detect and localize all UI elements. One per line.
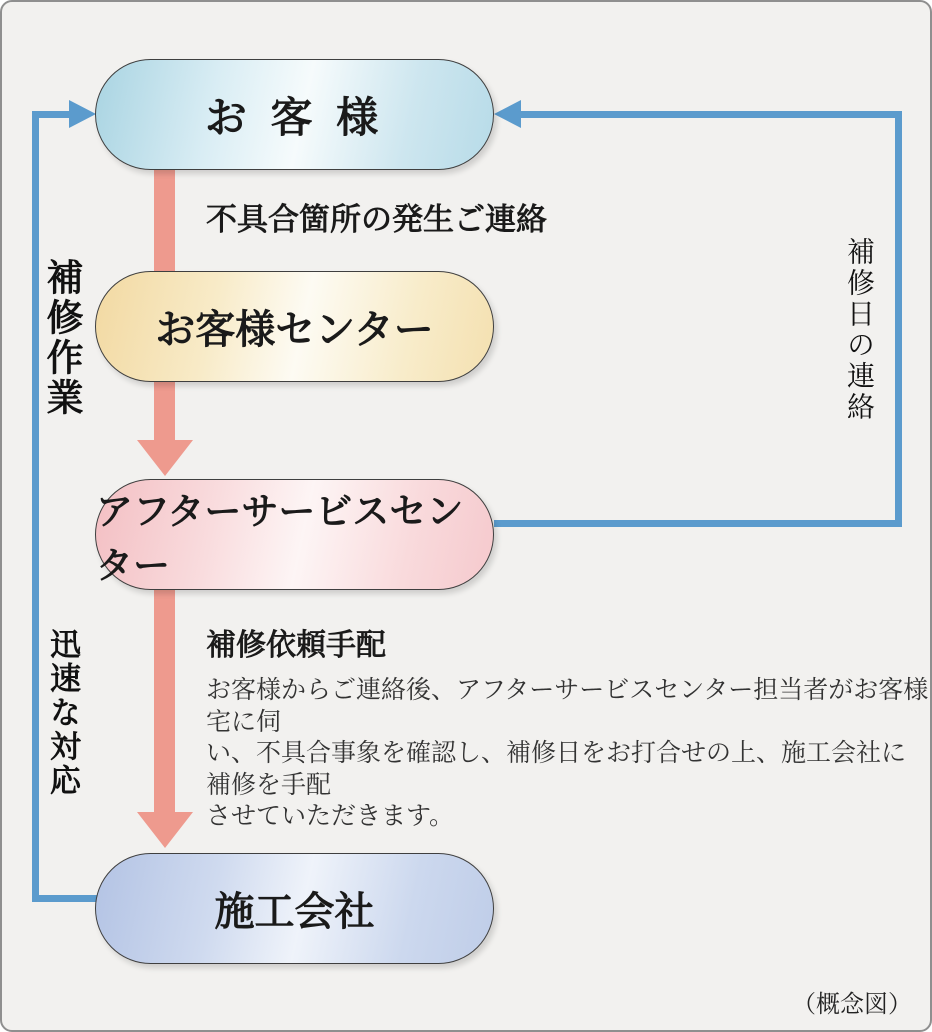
edge-label-defect-report: 不具合箇所の発生ご連絡 bbox=[206, 202, 547, 237]
flow-arrowhead-to-aftersvc-icon bbox=[137, 440, 193, 476]
left-loop-top-segment bbox=[32, 111, 72, 118]
left-loop-arrowhead-icon bbox=[69, 100, 96, 128]
flow-arrowhead-to-company-icon bbox=[137, 812, 193, 848]
right-loop-arrowhead-icon bbox=[494, 100, 521, 128]
node-customer-center-label: お客様センター bbox=[155, 308, 434, 352]
right-loop-top-segment bbox=[519, 111, 902, 118]
description-line-1: お客様からご連絡後、アフターサービスセンター担当者がお客様宅に伺 bbox=[206, 676, 929, 736]
node-after-service-center-label: アフターサービスセンター bbox=[96, 490, 464, 586]
flow-band-center-to-aftersvc bbox=[154, 379, 175, 440]
node-customer bbox=[95, 59, 494, 170]
diagram-caption: （概念図） bbox=[792, 991, 912, 1018]
description-line-3: させていただきます。 bbox=[206, 802, 455, 830]
node-construction-company bbox=[95, 853, 494, 964]
left-loop-bottom-segment bbox=[32, 895, 97, 902]
repair-process-description bbox=[206, 675, 930, 833]
description-line-2: い、不具合事象を確認し、補修日をお打合せの上、施工会社に補修を手配 bbox=[206, 739, 907, 799]
node-customer-label: お 客 様 bbox=[204, 93, 385, 141]
edge-label-repair-request: 補修依頼手配 bbox=[206, 629, 386, 662]
edge-label-quick-response: 迅速な対応 bbox=[45, 628, 80, 798]
right-loop-bottom-segment bbox=[494, 520, 902, 527]
node-after-service-center bbox=[95, 479, 494, 590]
node-customer-center bbox=[95, 271, 494, 382]
edge-label-repair-work: 補修作業 bbox=[41, 258, 82, 418]
node-construction-company-label: 施工会社 bbox=[214, 890, 375, 934]
right-loop-vertical-line bbox=[895, 111, 902, 527]
edge-label-repair-date-notice: 補修日の連絡 bbox=[844, 237, 875, 423]
left-loop-vertical-line bbox=[32, 111, 39, 902]
flow-band-aftersvc-to-company bbox=[154, 587, 175, 812]
flow-band-customer-to-center bbox=[154, 165, 175, 275]
